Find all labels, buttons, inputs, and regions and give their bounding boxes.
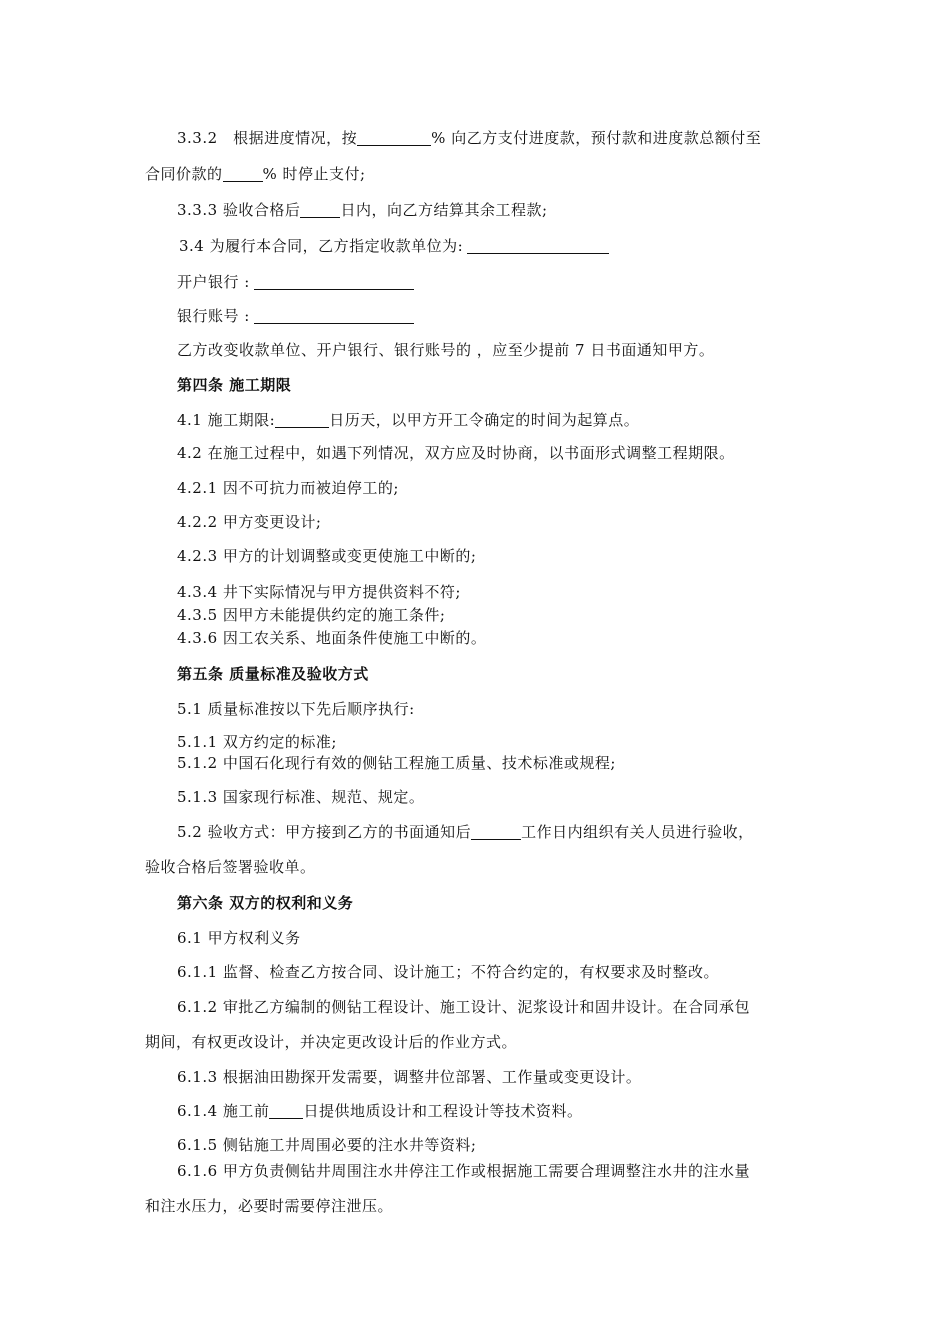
clause-6-1-4 (177, 1101, 582, 1121)
clause-6-1-2-cont: 期间，有权更改设计，并决定更改设计后的作业方式。 (145, 1033, 518, 1051)
heading-article-5: 第五条 质量标准及验收方式 (177, 665, 369, 683)
clause-4-2: 4.2 在施工过程中，如遇下列情况，双方应及时协商，以书面形式调整工程期限。 (177, 444, 735, 462)
clause-3-4 (179, 236, 609, 256)
fill-blank (254, 274, 414, 290)
heading-article-4: 第四条 施工期限 (177, 376, 292, 394)
clause-4-3-4: 4.3.4 井下实际情况与甲方提供资料不符; (177, 583, 461, 601)
fill-blank (254, 308, 414, 324)
fill-blank (275, 412, 329, 428)
fill-blank (357, 130, 431, 146)
clause-5-1: 5.1 质量标准按以下先后顺序执行: (177, 700, 415, 718)
fill-blank (300, 202, 340, 218)
text: 开户银行 : (177, 273, 250, 291)
clause-4-3-5: 4.3.5 因甲方未能提供约定的施工条件; (177, 606, 446, 624)
clause-6-1-2: 6.1.2 审批乙方编制的侧钻工程设计、施工设计、泥浆设计和固井设计。在合同承包 (177, 998, 750, 1016)
text: 日内，向乙方结算其余工程款; (340, 201, 548, 219)
text: 日提供地质设计和工程设计等技术资料。 (303, 1102, 583, 1120)
fill-blank (223, 166, 263, 182)
clause-4-3-6: 4.3.6 因工农关系、地面条件使施工中断的。 (177, 629, 487, 647)
clause-6-1-6: 6.1.6 甲方负责侧钻井周围注水井停注工作或根据施工需要合理调整注水井的注水量 (177, 1162, 750, 1180)
clause-6-1-1: 6.1.1 监督、检查乙方按合同、设计施工；不符合约定的，有权要求及时整改。 (177, 963, 719, 981)
text: 4.1 施工期限: (177, 411, 276, 429)
text: % 时停止支付; (262, 165, 366, 183)
text: 5.2 验收方式：甲方接到乙方的书面通知后 (177, 823, 472, 841)
text: 3.3.3 验收合格后 (177, 201, 301, 219)
clause-4-2-1: 4.2.1 因不可抗力而被迫停工的; (177, 479, 399, 497)
fill-blank (471, 824, 521, 840)
notice-line: 乙方改变收款单位、开户银行、银行账号的 ，应至少提前 7 日书面通知甲方。 (177, 341, 715, 359)
text: 银行账号 : (177, 307, 250, 325)
text: 3.3.2 根据进度情况，按 (177, 129, 358, 147)
clause-5-1-1: 5.1.1 双方约定的标准; (177, 733, 337, 751)
clause-6-1-6-cont: 和注水压力，必要时需要停注泄压。 (145, 1197, 394, 1215)
clause-4-2-2: 4.2.2 甲方变更设计; (177, 513, 322, 531)
text: 6.1.4 施工前 (177, 1102, 270, 1120)
clause-6-1-5: 6.1.5 侧钻施工井周围必要的注水井等资料; (177, 1136, 477, 1154)
clause-5-1-3: 5.1.3 国家现行标准、规范、规定。 (177, 788, 425, 806)
clause-3-3-2-cont (145, 164, 366, 184)
clause-5-2-cont: 验收合格后签署验收单。 (145, 858, 316, 876)
fill-blank (269, 1103, 303, 1119)
bank-account-line (177, 306, 414, 326)
clause-6-1: 6.1 甲方权利义务 (177, 929, 301, 947)
clause-4-2-3: 4.2.3 甲方的计划调整或变更使施工中断的; (177, 547, 477, 565)
text: % 向乙方支付进度款，预付款和进度款总额付至 (431, 129, 762, 147)
text: 合同价款的 (145, 165, 223, 183)
clause-6-1-3: 6.1.3 根据油田勘探开发需要，调整井位部署、工作量或变更设计。 (177, 1068, 642, 1086)
clause-5-1-2: 5.1.2 中国石化现行有效的侧钻工程施工质量、技术标准或规程; (177, 754, 616, 772)
text: 日历天，以甲方开工令确定的时间为起算点。 (329, 411, 640, 429)
fill-blank (467, 238, 609, 254)
text: 工作日内组织有关人员进行验收， (521, 823, 754, 841)
clause-4-1 (177, 410, 639, 430)
clause-3-3-2 (177, 128, 761, 148)
heading-article-6: 第六条 双方的权利和义务 (177, 894, 354, 912)
bank-name-line (177, 272, 414, 292)
text: 3.4 为履行本合同，乙方指定收款单位为: (179, 237, 464, 255)
clause-3-3-3 (177, 200, 548, 220)
clause-5-2 (177, 822, 754, 842)
